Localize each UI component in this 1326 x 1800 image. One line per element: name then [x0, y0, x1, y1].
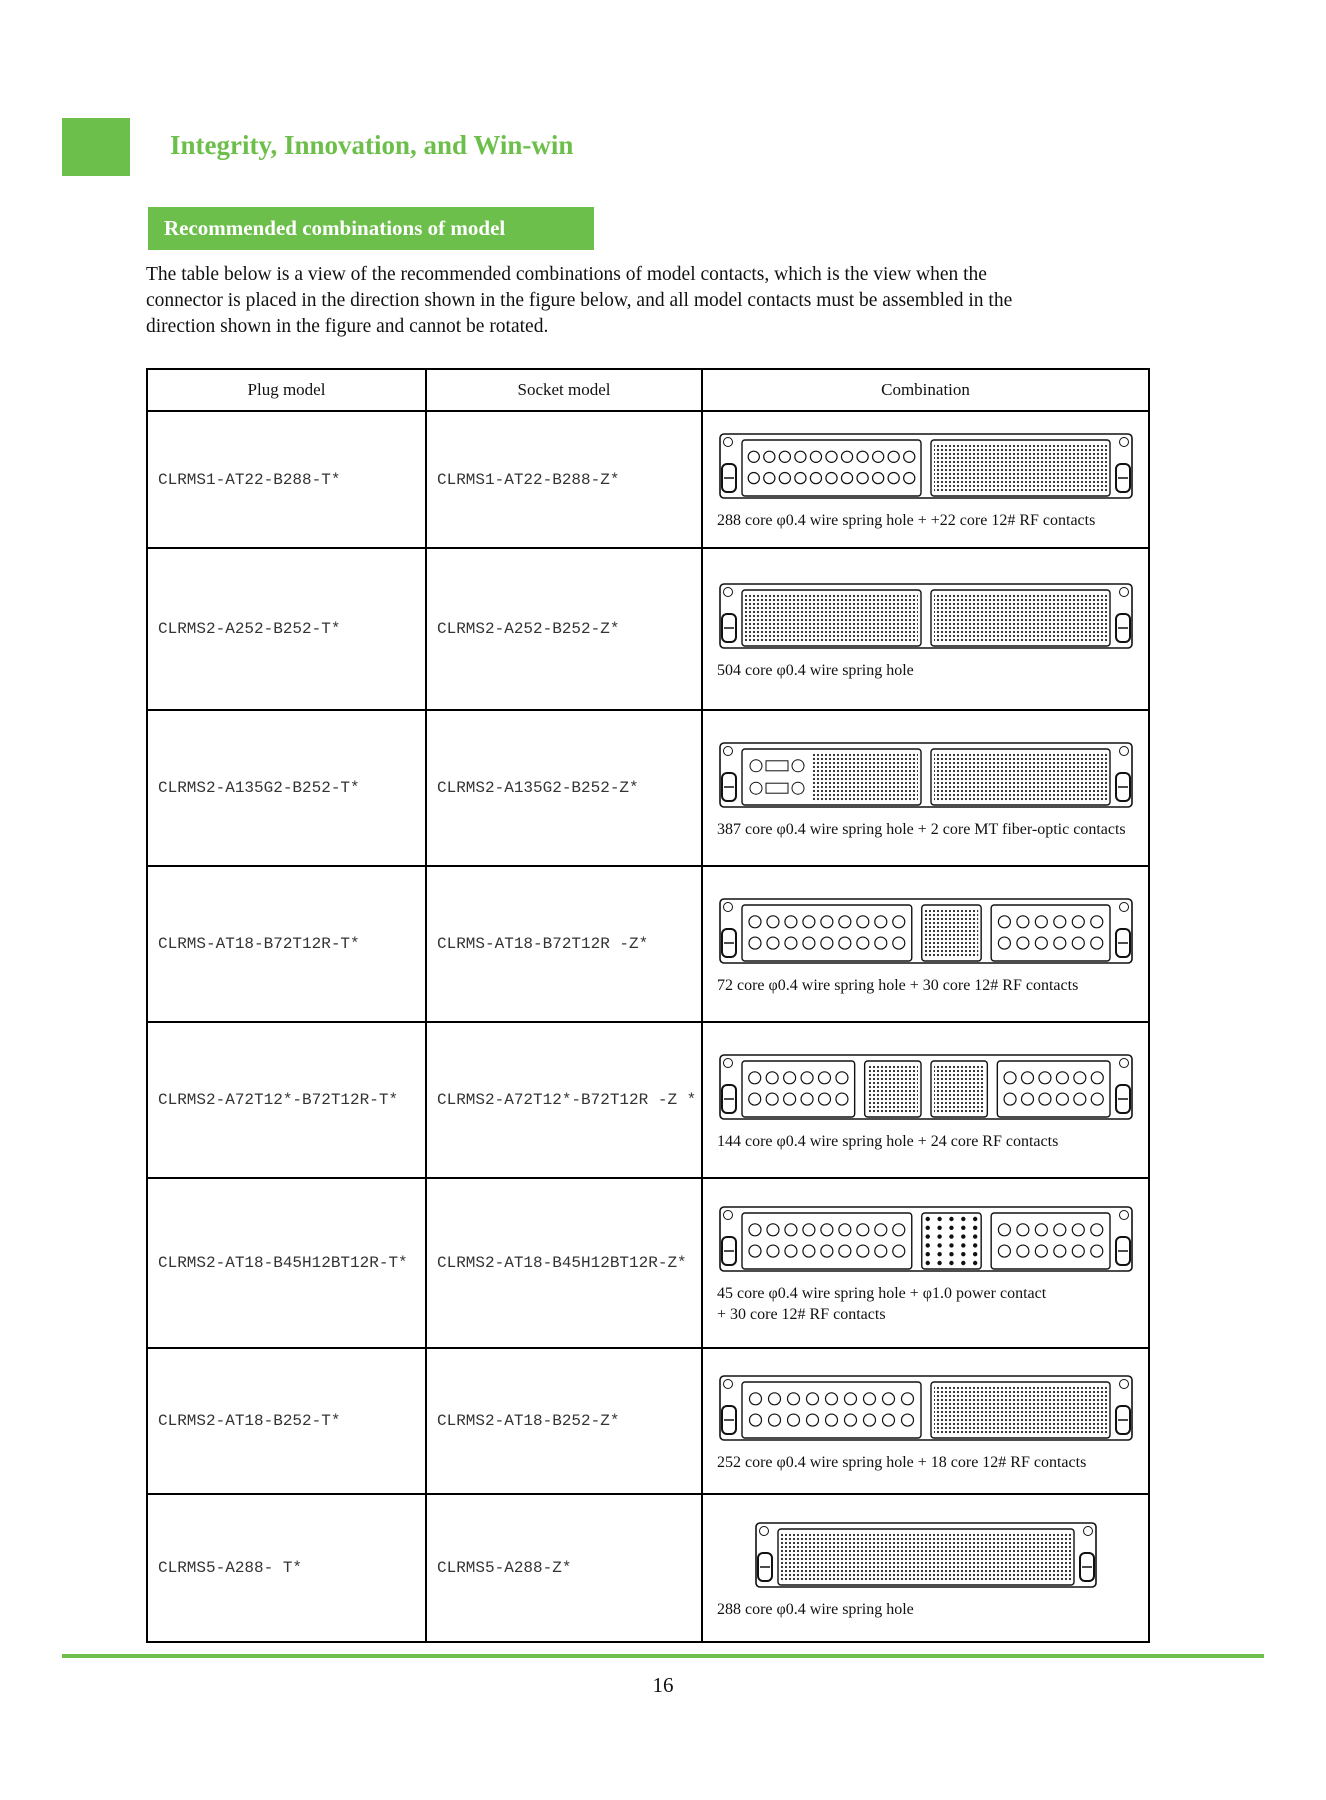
table-row — [147, 866, 1149, 1022]
connector-diagram — [716, 1370, 1136, 1446]
connector-diagram — [716, 578, 1136, 654]
plug-model-cell: CLRMS-AT18-B72T12R-T* — [147, 866, 426, 1022]
intro-line: connector is placed in the direction shown in the figure below, and all model contacts must be assembled in the — [146, 290, 1013, 311]
connector-diagram — [716, 737, 1136, 813]
plug-model-cell: CLRMS2-A252-B252-T* — [147, 548, 426, 710]
combination-description: 288 core φ0.4 wire spring hole + +22 core 12# RF contacts — [717, 512, 1096, 529]
plug-model-cell: CLRMS2-A135G2-B252-T* — [147, 710, 426, 866]
combination-description: 144 core φ0.4 wire spring hole + 24 core RF contacts — [717, 1132, 1059, 1150]
plug-model-cell: CLRMS1-AT22-B288-T* — [147, 411, 426, 548]
plug-model-cell: CLRMS2-A72T12*-B72T12R-T* — [147, 1022, 426, 1178]
header-combination: Combination — [702, 369, 1149, 411]
table-row — [147, 1022, 1149, 1178]
combination-cell — [702, 1494, 1149, 1642]
combination-cell — [702, 866, 1149, 1022]
page-number: 16 — [652, 1673, 674, 1697]
socket-model-cell: CLRMS2-AT18-B252-Z* — [426, 1348, 702, 1494]
socket-model-cell: CLRMS2-A72T12*-B72T12R -Z * — [426, 1022, 702, 1178]
socket-model-cell: CLRMS1-AT22-B288-Z* — [426, 411, 702, 548]
combination-cell — [702, 710, 1149, 866]
header-socket-model: Socket model — [426, 369, 702, 411]
connector-diagram — [716, 1049, 1136, 1125]
combination-description: 72 core φ0.4 wire spring hole + 30 core 12# RF contacts — [717, 976, 1079, 994]
header-plug-model: Plug model — [147, 369, 426, 411]
connector-diagram — [716, 428, 1136, 504]
combination-description: 288 core φ0.4 wire spring hole — [717, 1600, 914, 1618]
connector-diagram — [716, 1201, 1136, 1277]
footer-rule — [62, 1654, 1264, 1658]
plug-model-cell: CLRMS5-A288- T* — [147, 1494, 426, 1642]
socket-model-cell: CLRMS2-A135G2-B252-Z* — [426, 710, 702, 866]
plug-model-cell: CLRMS2-AT18-B45H12BT12R-T* — [147, 1178, 426, 1348]
combination-cell — [702, 411, 1149, 548]
header-green-block — [62, 118, 130, 176]
section-title: Recommended combinations of model — [148, 207, 594, 250]
socket-model-cell: CLRMS2-A252-B252-Z* — [426, 548, 702, 710]
socket-model-cell: CLRMS5-A288-Z* — [426, 1494, 702, 1642]
combination-description: 252 core φ0.4 wire spring hole + 18 core 12# RF contacts — [717, 1453, 1087, 1471]
combination-table — [146, 368, 1150, 1643]
socket-model-cell: CLRMS2-AT18-B45H12BT12R-Z* — [426, 1178, 702, 1348]
intro-line: The table below is a view of the recommended combinations of model contacts, which is the view when the — [146, 264, 987, 285]
connector-diagram — [716, 893, 1136, 969]
table-row — [147, 710, 1149, 866]
combination-cell — [702, 548, 1149, 710]
combination-cell — [702, 1022, 1149, 1178]
table-row — [147, 411, 1149, 548]
brand-slogan: Integrity, Innovation, and Win-win — [170, 130, 574, 160]
intro-paragraph — [146, 262, 1106, 340]
table-row — [147, 548, 1149, 710]
connector-diagram — [716, 1517, 1136, 1593]
combination-description: 45 core φ0.4 wire spring hole + φ1.0 power contact + 30 core 12# RF contacts — [717, 1285, 1047, 1323]
combination-cell — [702, 1348, 1149, 1494]
table-row — [147, 1348, 1149, 1494]
intro-line: direction shown in the figure and cannot be rotated. — [146, 316, 549, 337]
combination-cell — [702, 1178, 1149, 1348]
combination-description: 387 core φ0.4 wire spring hole + 2 core MT fiber-optic contacts — [717, 820, 1126, 838]
socket-model-cell: CLRMS-AT18-B72T12R -Z* — [426, 866, 702, 1022]
combination-description: 504 core φ0.4 wire spring hole — [717, 661, 914, 679]
plug-model-cell: CLRMS2-AT18-B252-T* — [147, 1348, 426, 1494]
table-row — [147, 1178, 1149, 1348]
table-row — [147, 1494, 1149, 1642]
table-header-row — [147, 369, 1149, 411]
